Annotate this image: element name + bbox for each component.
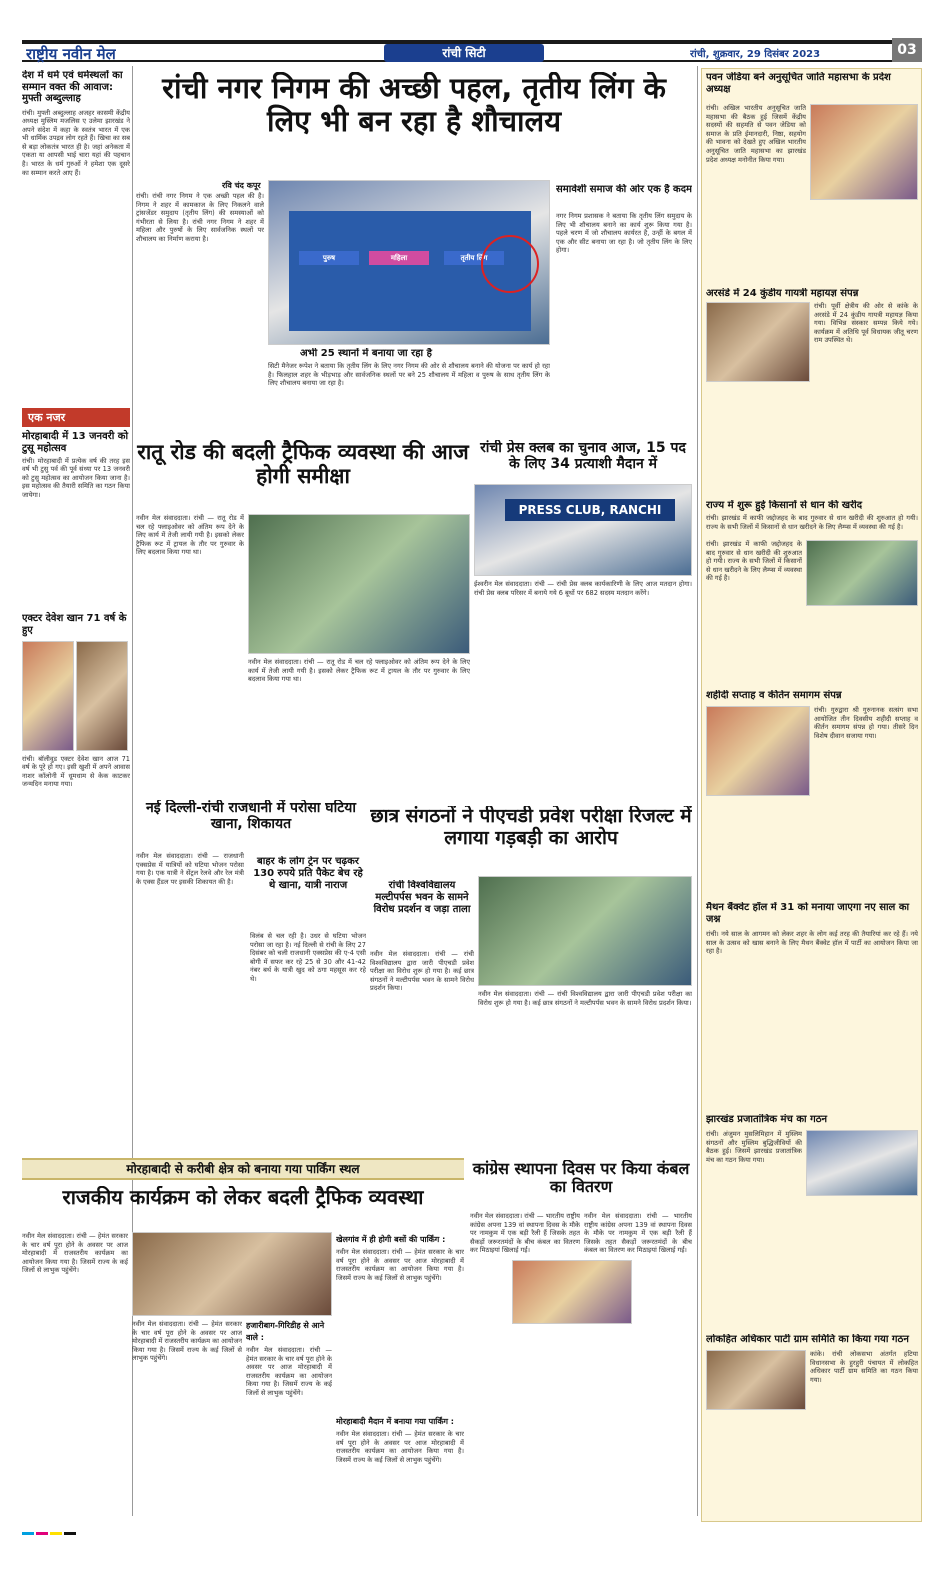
right-body-6: रांची। अंजुमन मुसलिमिहान में मुस्लिम संगठनों और मुस्लिम बुद्धिजीवियों की बैठक हुई। जिसमें झारखंड प्रजातांत्रिक मंच का गठन किया गया। — [706, 1130, 802, 1164]
traffic-headline-box — [22, 1186, 464, 1226]
phd-headline: छात्र संगठनों ने पीएचडी प्रवेश परीक्षा रिजल्ट में लगाया गड़बड़ी का आरोप — [370, 806, 692, 849]
parking-strip — [22, 1158, 464, 1180]
news-title: मोरहाबादी में 13 जनवरी को टुसू महोत्सव — [22, 430, 129, 454]
traffic-headline: राजकीय कार्यक्रम को लेकर बदली ट्रैफिक व्यवस्था — [62, 1186, 424, 1209]
photo — [706, 1350, 806, 1410]
delhi-headline-box — [136, 800, 366, 848]
ratu-headline: रातू रोड की बदली ट्रैफिक व्यवस्था की आज होगी समीक्षा — [137, 440, 469, 489]
door-sign-third-gender: तृतीय लिंग — [444, 251, 504, 265]
right-title-6: झारखंड प्रजातांत्रिक मंच का गठन — [706, 1114, 828, 1125]
photo — [806, 540, 918, 606]
protest-photo — [478, 876, 692, 986]
traffic-sub3: मोरहाबादी मैदान में बनाया गया पार्किंग : — [336, 1417, 454, 1426]
congress-headline-box — [470, 1160, 692, 1210]
door-sign-female: महिला — [369, 251, 429, 265]
photo — [706, 302, 810, 382]
delhi-pullquote: बाहर के लोग ट्रेन पर चढ़कर 130 रुपये प्रति पैकेट बेच रहे थे खाना, यात्री नाराज — [253, 856, 363, 891]
right-body-3: रांची। झारखंड में काफी जद्दोजहद के बाद गुरुवार से धान खरीदी की शुरुआत हो गयी। राज्य के सभी जिलों में किसानों से धान खरीदने के लिए लैम्प्स में व्यवस्था की गई है। — [706, 514, 918, 531]
traffic-body: नवीन मेल संवाददाता। रांची — हेमंत सरकार के चार वर्ष पूरा होने के अवसर पर आज मोरहाबादी में राजस्तरीय कार्यक्रम का आयोजन किया गया है। जिसमें राज्य के कई जिलों से लाभुक पहुंचेंगे। — [22, 1232, 128, 1275]
parking-strip-title: मोरहाबादी से करीबी क्षेत्र को बनाया गया पार्किंग स्थल — [126, 1162, 360, 1176]
traffic-photo — [248, 514, 470, 654]
traffic-body-4: नवीन मेल संवाददाता। रांची — हेमंत सरकार के चार वर्ष पूरा होने के अवसर पर आज मोरहाबादी में राजस्तरीय कार्यक्रम का आयोजन किया गया है। जिसमें राज्य के कई जिलों से लाभुक पहुंचेंगे। — [246, 1346, 332, 1397]
highlight-circle — [481, 235, 539, 293]
right-body-1: रांची। अखिल भारतीय अनुसूचित जाति महासभा की बैठक हुई जिसमें केंद्रीय सदस्यों की सहमति से पवन जेडिया को समाज के प्रति ईमानदारी, निष्ठा, सहयोग की भावना को देखते हुए अखिल भारतीय अनुसूचित जाति महासभा का झारखंड प्रदेश अध्यक्ष मनोनीत किया गया। — [706, 104, 806, 164]
right-body-5: रांची। नये साल के आगमन को लेकर शहर के लोग कई तरह की तैयारियां कर रहे हैं। नये साल के उत्सव को खास बनाने के लिए मैथन बैंक्वेट हॉल में पार्टी का आयोजन किया जा रहा है। — [706, 930, 918, 956]
phd-headline-box — [370, 806, 692, 870]
traffic-body-5: नवीन मेल संवाददाता। रांची — हेमंत सरकार के चार वर्ष पूरा होने के अवसर पर आज मोरहाबादी में राजस्तरीय कार्यक्रम का आयोजन किया गया है। जिसमें राज्य के कई जिलों से लाभुक पहुंचेंगे। — [336, 1430, 464, 1464]
print-color-strip — [22, 1525, 922, 1535]
delhi-headline: नई दिल्ली-रांची राजधानी में परोसा घटिया खाना, शिकायत — [145, 800, 357, 833]
side-body: नगर निगम प्रशासक ने बताया कि तृतीय लिंग समुदाय के लिए भी शौचालय बनाने का कार्य शुरू किया गया है। पहले चरण में जो शौचालय कार्यरत है, उन्हीं के बगल में एक और सीट बनाया जा रहा है। जो तृतीय लिंग के लिए होगा। — [556, 212, 692, 255]
page-number: 03 — [892, 38, 922, 62]
right-title-3: राज्य में शुरू हुई किसानों से धान की खरीद — [706, 500, 863, 511]
traffic-sub2: हजारीबाग-गिरिडीह से आने वाले : — [246, 1321, 325, 1342]
right-title-1: पवन जेडिया बने अनुसूचित जाति महासभा के प्रदेश अध्यक्ष — [706, 72, 891, 95]
photo — [76, 641, 128, 751]
congress-body-2: नवीन मेल संवाददाता। रांची — भारतीय राष्ट्रीय कांग्रेस अपना 139 वां स्थापना दिवस के मौके पर नामकुम में एक बड़ी रैली हैं जिसके तहत सैकड़ों जरूरतमंदों के बीच कंबल का वितरण कर मिठाइयां खिलाई गईं। — [584, 1212, 692, 1255]
phd-body: नवीन मेल संवाददाता। रांची — रांची विश्वविद्यालय द्वारा जारी पीएचडी प्रवेश परीक्षा का विरोध शुरू हो गया है। कई छात्र संगठनों ने मल्टीपर्पस भवन के सामने विरोध प्रदर्शन किया। — [370, 950, 474, 993]
press-headline: रांची प्रेस क्लब का चुनाव आज, 15 पद के लिए 34 प्रत्याशी मैदान में — [480, 440, 686, 473]
right-title-2: अरसंडे में 24 कुंडीय गायत्री महायज्ञ संपन्न — [706, 288, 859, 299]
ratu-body-continued: नवीन मेल संवाददाता। रांची — रातू रोड में चल रहे फ्लाइओवर को अंतिम रूप देने के लिए कार्य में तेजी लायी गयी है। इसको लेकर ट्रैफिक रूट में ट्रायल के तौर पर गुरुवार के लिए बदलाव किया गया था। — [248, 658, 470, 684]
photo — [806, 1130, 918, 1196]
article-body: रांची। मुफ्ती अब्दुल्लाह अजहर कासमी केंद्रीय अध्यक्ष मुस्लिम मजलिस ए उलेमा झारखंड ने अपने संदेश में कहा के स्वतंत्र भारत में एक भी धार्मिक उपद्रव लोग रहते हैं। खिचा का सब से बड़ा लोकतंत्र भारत ही है। जहां अनेकता में एकता या आपसी भाई चारा यहां की पहचान है। भारत के धर्म गुरुओं ने हमेशा एक दूसरे का सम्मान करते आए हैं। — [22, 108, 130, 177]
right-title-5: मैथन बैंक्वेट हॉल में 31 को मनाया जाएगा नए साल का जश्न — [706, 902, 910, 925]
bus-photo — [132, 1232, 332, 1316]
right-title-7: लोकहित अधिकार पार्टी ग्राम समिति का किया गया गठन — [706, 1334, 909, 1345]
lead-headline-box — [136, 72, 692, 162]
phd-pullquote: रांची विश्वविद्यालय मल्टीपर्पस भवन के सामने विरोध प्रदर्शन व जड़ा ताला — [373, 880, 471, 915]
subsection-title: अभी 25 स्थानों में बनाया जा रहा है — [300, 348, 432, 359]
section-tag: एक नजर — [22, 408, 130, 427]
toilet-photo — [268, 180, 550, 345]
door-sign-male: पुरुष — [299, 251, 359, 265]
byline: रवि चंद कपूर — [222, 181, 261, 190]
right-title-4: शहीदी सप्ताह व कीर्तन समागम संपन्न — [706, 690, 842, 701]
press-club-sign: PRESS CLUB, RANCHI — [505, 499, 675, 521]
left-column — [22, 70, 130, 1210]
press-club-photo — [474, 484, 692, 576]
subsection-body: सिटी मैनेजर रूपेश ने बताया कि तृतीय लिंग के लिए नगर निगम की ओर से शौचालय बनाने की योजना पर कार्य हो रहा है। फिलहाल शहर के भीड़भाड़ और सार्वजनिक स्थलों पर बने 25 शौचालय में महिला व पुरुष के साथ तृतीय लिंग के लिए शौचालय बनाया जा रहा है। — [268, 362, 550, 388]
press-body: ईश्वरीन मेल संवाददाता। रांची — रांची प्रेस क्लब कार्यकारिणी के लिए आज मतदान होगा। रांची प्रेस क्लब परिसर में बनाये गये 6 बूथों पर 682 सदस्य मतदान करेंगे। — [474, 580, 692, 597]
traffic-body-2: नवीन मेल संवाददाता। रांची — हेमंत सरकार के चार वर्ष पूरा होने के अवसर पर आज मोरहाबादी में राजस्तरीय कार्यक्रम का आयोजन किया गया है। जिसमें राज्य के कई जिलों से लाभुक पहुंचेंगे। — [336, 1248, 464, 1282]
ratu-body: नवीन मेल संवाददाता। रांची — रातू रोड में चल रहे फ्लाइओवर को अंतिम रूप देने के लिए कार्य में तेजी लायी गयी है। इसको लेकर ट्रैफिक रूट में ट्रायल के तौर पर गुरुवार के लिए बदलाव किया गया था। — [136, 514, 244, 557]
news-title: एक्टर देवेश खान 71 वर्ष के हुए — [22, 612, 127, 636]
traffic-body-3: नवीन मेल संवाददाता। रांची — हेमंत सरकार के चार वर्ष पूरा होने के अवसर पर आज मोरहाबादी में राजस्तरीय कार्यक्रम का आयोजन किया गया है। जिसमें राज्य के कई जिलों से लाभुक पहुंचेंगे। — [132, 1320, 242, 1363]
right-body-7: कांके। रांची लोकसभा अंतर्गत हटिया विधानसभा के हुरहुरी पंचायत में लोकहित अधिकार पार्टी ग्राम समिति का गठन किया गया। — [810, 1350, 918, 1384]
delhi-body: नवीन मेल संवाददाता। रांची — राजधानी एक्सप्रेस में यात्रियों को घटिया भोजन परोसा गया है। एक यात्री ने सेंट्रल रेलवे और रेल मंत्री के एक्स हैंडल पर इसकी शिकायत की है। — [136, 852, 244, 886]
ratu-headline-box — [136, 440, 470, 510]
right-body-4: रांची। गुरुद्वारा श्री गुरुनानक सत्संग सभा आयोजित तीन दिवसीय शहीदी सप्ताह व कीर्तन समागम संपन्न हो गया। तीसरे दिन विशेष दीवान सजाया गया। — [814, 706, 918, 740]
press-headline-box — [474, 440, 692, 480]
column-rule — [697, 66, 698, 1516]
photo-pair — [22, 641, 130, 751]
photo — [22, 641, 74, 751]
article-headline: देश में धर्म एवं धर्मस्थलों का सम्मान वक्त की आवाज: मुफ्ती अब्दुल्लाह — [22, 70, 123, 104]
right-body-3b: रांची। झारखंड में काफी जद्दोजहद के बाद गुरुवार से धान खरीदी की शुरुआत हो गयी। राज्य के सभी जिलों में किसानों से धान खरीदने के लिए लैम्प्स में व्यवस्था की गई है। — [706, 540, 802, 583]
photo — [810, 104, 918, 200]
newspaper-brand: राष्ट्रीय नवीन मेल — [26, 45, 116, 63]
lead-body: रांची। रांची नगर निगम ने एक अच्छी पहल की है। निगम ने शहर में कामकाज के लिए निकलने वाले ट्रांसजेंडर समुदाय (तृतीय लिंग) की समस्याओं को गंभीरता से लिया है। रांची नगर निगम ने शहर में महिला और पुरुषों के लिए सार्वजनिक स्थलों पर शौचालय का निर्माण कराया है। — [136, 192, 264, 243]
right-body-2: रांची। पूर्वी क्षेत्रीय की ओर से कांके के अरसंडे में 24 कुंडीय गायत्री महायज्ञ किया गया। विभिन्न संस्कार सम्पन्न किये गये। कार्यक्रम में अतिथि पूर्व विधायक जीतू चरण राम उपस्थित थे। — [814, 302, 918, 345]
photo — [706, 706, 810, 796]
dateline: रांची, शुक्रवार, 29 दिसंबर 2023 — [690, 49, 821, 60]
congress-body: नवीन मेल संवाददाता। रांची — भारतीय राष्ट्रीय कांग्रेस अपना 139 वां स्थापना दिवस के मौके पर नामकुम में एक बड़ी रैली हैं जिसके तहत सैकड़ों जरूरतमंदों के बीच कंबल का वितरण कर मिठाइयां खिलाई गईं। — [470, 1212, 580, 1255]
delhi-pull-body: विलंब से चल रही है। उधर से घटिया भोजन परोसा जा रहा है। नई दिल्ली से रांची के लिए 27 दिसंबर को चली राजधानी एक्सप्रेस की ए-4 एसी बोगी में सफर कर रहे 25 से 30 और 41-42 नंबर बर्थ के यात्री खुद को ठगा महसूस कर रहे थे। — [250, 932, 366, 983]
news-body: रांची। बॉलीवुड एक्टर देवेश खान आज 71 वर्ष के पूरे हो गए। इसी खुशी में अपने आवास नाशर कॉलोनी में धूमधाम से केक काटकर जन्मदिन मनाया गया। — [22, 754, 130, 789]
congress-headline: कांग्रेस स्थापना दिवस पर किया कंबल का वितरण — [472, 1160, 690, 1197]
section-label: रांची सिटी — [384, 44, 544, 62]
side-title: समावेशी समाज की ओर एक है कदम — [556, 184, 692, 195]
lead-headline: रांची नगर निगम की अच्छी पहल, तृतीय लिंग के लिए भी बन रहा है शौचालय — [162, 72, 666, 139]
traffic-sub1: खेलगांव में ही होगी बसों की पार्किंग : — [336, 1235, 446, 1244]
news-body: रांची। मोरहाबादी में प्रत्येक वर्ष की तरह इस वर्ष भी टुसु पर्व की पूर्व संध्या पर 13 जनवरी को टुसु महोत्सव का आयोजन किया जाना है। इस महोत्सव की तैयारी समिति का गठन किया जायेगा। — [22, 456, 130, 499]
phd-body-continued: नवीन मेल संवाददाता। रांची — रांची विश्वविद्यालय द्वारा जारी पीएचडी प्रवेश परीक्षा का विरोध शुरू हो गया है। कई छात्र संगठनों ने मल्टीपर्पस भवन के सामने विरोध प्रदर्शन किया। — [478, 990, 692, 1007]
